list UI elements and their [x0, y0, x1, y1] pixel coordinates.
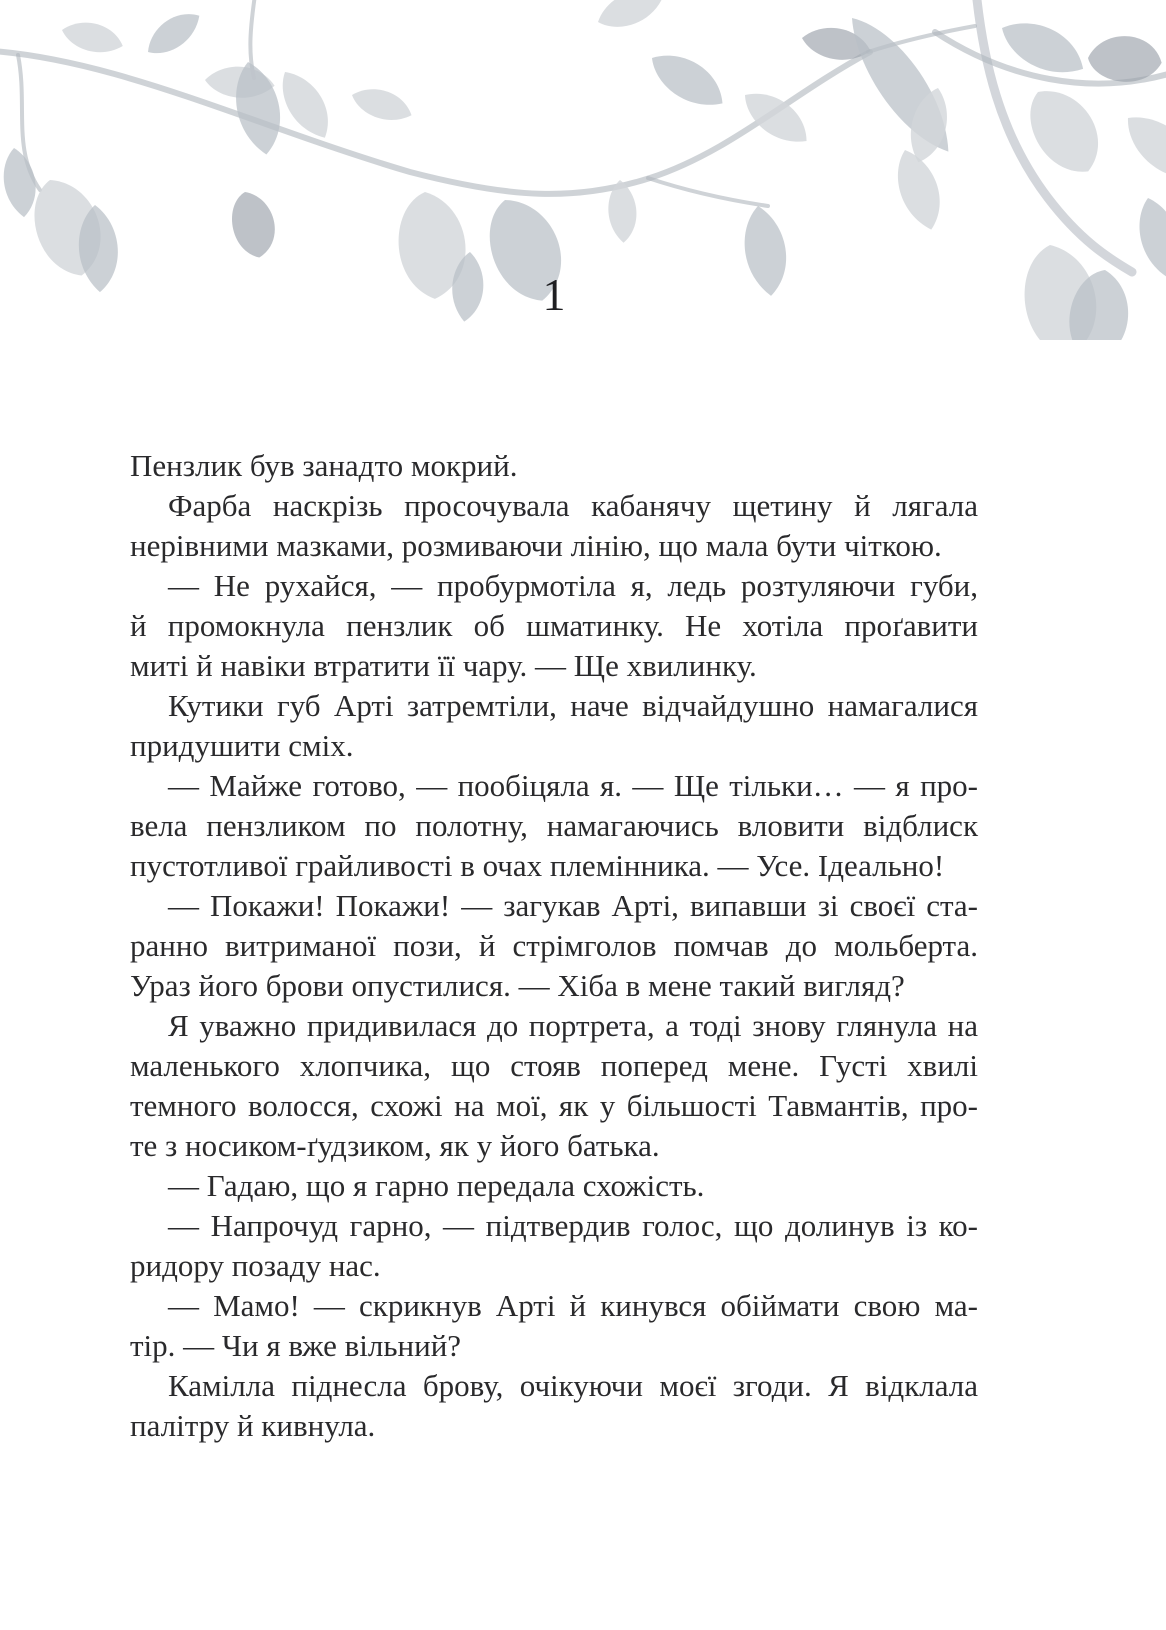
- text-line: пустотливої грайливості в очах племінника. — Усе. Ідеально!: [130, 848, 945, 883]
- text-line: палітру й кивнула.: [130, 1408, 376, 1443]
- paragraph: [130, 566, 978, 686]
- text-line: миті й навіки втратити її чару. — Ще хвилинку.: [130, 648, 757, 683]
- text-line: Ураз його брови опустилися. — Хіба в мене такий вигляд?: [130, 968, 905, 1003]
- paragraph: [130, 1286, 978, 1366]
- paragraph: [130, 686, 978, 766]
- paragraph: [130, 1366, 978, 1446]
- text-line: — Покажи! Покажи! — загукав Арті, випавши зі своєї ста-: [168, 888, 978, 923]
- paragraph: [130, 1006, 978, 1166]
- text-line: — Не рухайся, — пробурмотіла я, ледь розтуляючи губи,: [168, 568, 978, 603]
- paragraph: [130, 446, 978, 486]
- text-line: Фарба наскрізь просочувала кабанячу щетину й лягала: [168, 488, 978, 523]
- text-line: — Напрочуд гарно, — підтвердив голос, що долинув із ко-: [168, 1208, 978, 1243]
- text-line: темного волосся, схожі на мої, як у більшості Тавмантів, про-: [130, 1088, 978, 1123]
- text-line: Я уважно придивилася до портрета, а тоді знову глянула на: [168, 1008, 978, 1043]
- text-line: нерівними мазками, розмиваючи лінію, що мала бути чіткою.: [130, 528, 942, 563]
- text-line: — Майже готово, — пообіцяла я. — Ще тільки… — я про-: [168, 768, 978, 803]
- paragraph: [130, 486, 978, 566]
- paragraph: [130, 886, 978, 1006]
- text-line: й промокнула пензлик об шматинку. Не хотіла проґавити: [130, 608, 978, 643]
- text-line: Кутики губ Арті затремтіли, наче відчайдушно намагалися: [168, 688, 978, 723]
- text-line: — Мамо! — скрикнув Арті й кинувся обіймати свою ма-: [168, 1288, 978, 1323]
- text-line: Камілла піднесла брову, очікуючи моєї згоди. Я відклала: [168, 1368, 978, 1403]
- text-block: [130, 446, 978, 1446]
- chapter-number: 1: [542, 269, 566, 320]
- text-line: вела пензликом по полотну, намагаючись вловити відблиск: [130, 808, 978, 843]
- text-line: те з носиком-ґудзиком, як у його батька.: [130, 1128, 660, 1163]
- paragraph: [130, 766, 978, 886]
- text-line: придушити сміх.: [130, 728, 354, 763]
- text-line: тір. — Чи я вже вільний?: [130, 1328, 462, 1363]
- text-line: Пензлик був занадто мокрий.: [130, 448, 518, 483]
- text-line: — Гадаю, що я гарно передала схожість.: [168, 1168, 705, 1203]
- text-line: маленького хлопчика, що стояв поперед мене. Густі хвилі: [130, 1048, 978, 1083]
- paragraph: [130, 1166, 978, 1206]
- text-line: ранно витриманої пози, й стрімголов помчав до мольберта.: [130, 928, 978, 963]
- text-line: ридору позаду нас.: [130, 1248, 381, 1283]
- paragraph: [130, 1206, 978, 1286]
